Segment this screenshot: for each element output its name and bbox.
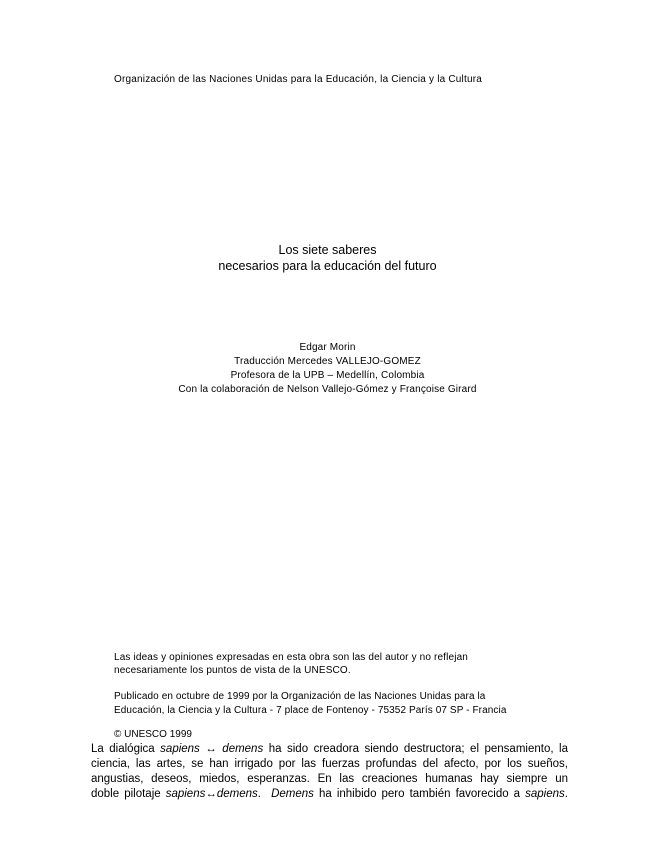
disclaimer-line-1: Las ideas y opiniones expresadas en esta obra son las del autor y no reflejan bbox=[114, 652, 468, 663]
author-name: Edgar Morin bbox=[299, 342, 356, 353]
translation-credit: Traducción Mercedes VALLEJO-GOMEZ bbox=[234, 356, 421, 367]
body-italic-term: Demens bbox=[271, 788, 314, 800]
disclaimer-note bbox=[114, 651, 554, 677]
credits-block bbox=[0, 341, 655, 397]
disclaimer-line-2: necesariamente los puntos de vista de la UNESCO. bbox=[114, 665, 351, 676]
title-line-1: Los siete saberes bbox=[278, 243, 377, 257]
title-line-2: necesarios para la educación del futuro bbox=[218, 259, 437, 273]
body-line-4 bbox=[91, 787, 568, 802]
body-line-3: angustias, deseos, miedos, esperanzas. En las creaciones humanas hay siempre un bbox=[91, 773, 568, 785]
body-text: . bbox=[257, 788, 272, 800]
copyright-notice: © UNESCO 1999 bbox=[114, 729, 192, 740]
body-text: ha sido creadora siendo destructora; el pensamiento, la bbox=[263, 743, 568, 755]
body-text: La dialógica bbox=[91, 743, 161, 755]
body-italic-term: sapiens ↔ demens bbox=[160, 743, 264, 755]
publication-line-1: Publicado en octubre de 1999 por la Organización de las Naciones Unidas para la bbox=[114, 691, 486, 702]
collaboration-credit: Con la colaboración de Nelson Vallejo-Gómez y Françoise Girard bbox=[178, 384, 477, 395]
document-title bbox=[0, 242, 655, 274]
translator-affiliation: Profesora de la UPB – Medellín, Colombia bbox=[230, 370, 425, 381]
body-paragraph bbox=[91, 742, 568, 802]
body-italic-term: sapiens bbox=[525, 788, 565, 800]
body-line-1 bbox=[91, 742, 568, 757]
body-text: . bbox=[564, 788, 568, 800]
body-text: ha inhibido pero también favorecido a bbox=[313, 788, 526, 800]
body-italic-term: sapiens↔demens bbox=[165, 788, 258, 800]
body-line-2: ciencia, las artes, se han irrigado por las fuerzas profundas del afecto, por los sueños, bbox=[91, 758, 568, 770]
publication-line-2: Educación, la Ciencia y la Cultura - 7 place de Fontenoy - 75352 París 07 SP - Francia bbox=[114, 705, 507, 716]
body-text: doble pilotaje bbox=[91, 788, 166, 800]
publication-info bbox=[114, 690, 574, 718]
organization-header: Organización de las Naciones Unidas para la Educación, la Ciencia y la Cultura bbox=[114, 74, 483, 85]
